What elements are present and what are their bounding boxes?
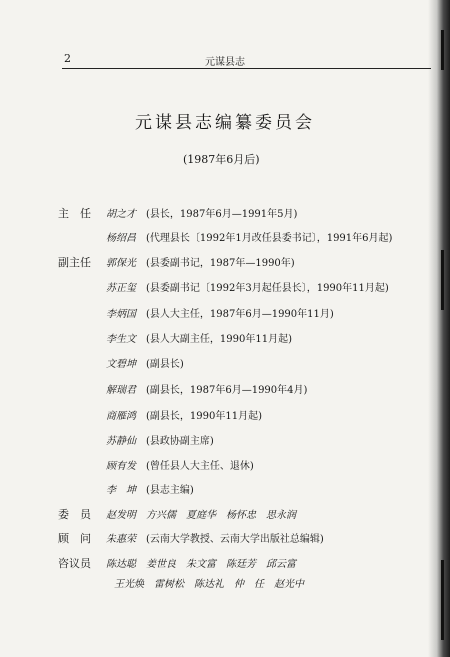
role-advisor: 顾 问 — [58, 532, 91, 545]
entry-name: 胡之才 — [106, 209, 136, 220]
entry-detail: (县长，1987年6月—1991年5月) — [146, 209, 298, 220]
page-title: 元谋县志编纂委员会 — [135, 113, 315, 133]
scan-speck — [441, 560, 444, 640]
entry-detail: (副县长，1987年6月—1990年4月) — [146, 385, 308, 396]
entry-detail: (曾任县人大主任、退休) — [146, 461, 254, 472]
entry-detail: (县委副书记，1987年—1990年) — [146, 258, 295, 269]
advisor-name: 朱惠荣 — [106, 534, 136, 545]
entry-detail: (副县长，1990年11月起) — [146, 411, 262, 422]
entry-name: 苏正玺 — [106, 283, 136, 294]
entry-detail: (县人大副主任，1990年11月起) — [146, 334, 292, 345]
entry-detail: (县政协副主席) — [146, 436, 214, 447]
entry-name: 文碧坤 — [106, 359, 136, 370]
entry-name: 李炳国 — [106, 309, 136, 320]
scan-speck — [441, 250, 444, 310]
entry-name: 苏静仙 — [106, 436, 136, 447]
entry-detail: (代理县长〔1992年1月改任县委书记〕，1991年6月起) — [146, 233, 393, 244]
role-vice-chair: 副主任 — [58, 256, 91, 269]
entry-detail: (副县长) — [146, 359, 184, 370]
role-chair: 主 任 — [58, 207, 91, 220]
entry-detail: (县志主编) — [146, 485, 194, 496]
entry-name: 李生文 — [106, 334, 136, 345]
entry-name: 李 坤 — [106, 485, 136, 496]
entry-name: 郭保光 — [106, 258, 136, 269]
entry-name: 商雁鸿 — [106, 411, 136, 422]
scan-edge-shadow — [428, 0, 450, 657]
header-rule — [62, 68, 431, 69]
entry-detail: (县委副书记〔1992年3月起任县长〕，1990年11月起) — [146, 283, 389, 294]
consultant-list-1: 陈达聪 姜世良 朱文富 陈廷芳 邱云富 — [106, 559, 296, 570]
role-consultant: 咨议员 — [58, 557, 91, 570]
entry-name: 杨绍昌 — [106, 233, 136, 244]
entry-name: 顾有发 — [106, 461, 136, 472]
running-title: 元谋县志 — [205, 57, 245, 68]
member-list: 赵发明 方兴儒 夏庭华 杨怀忠 思永润 — [106, 510, 296, 521]
consultant-list-2: 王光焕 雷树松 陈达礼 仲 任 赵光中 — [114, 579, 304, 590]
entry-name: 解瑞君 — [106, 385, 136, 396]
page-number: 2 — [64, 52, 71, 65]
date-note: (1987年6月后) — [183, 153, 260, 166]
advisor-detail: (云南大学教授、云南大学出版社总编辑) — [146, 534, 324, 545]
role-member: 委 员 — [58, 508, 91, 521]
scan-speck — [441, 30, 444, 70]
entry-detail: (县人大主任，1987年6月—1990年11月) — [146, 309, 334, 320]
